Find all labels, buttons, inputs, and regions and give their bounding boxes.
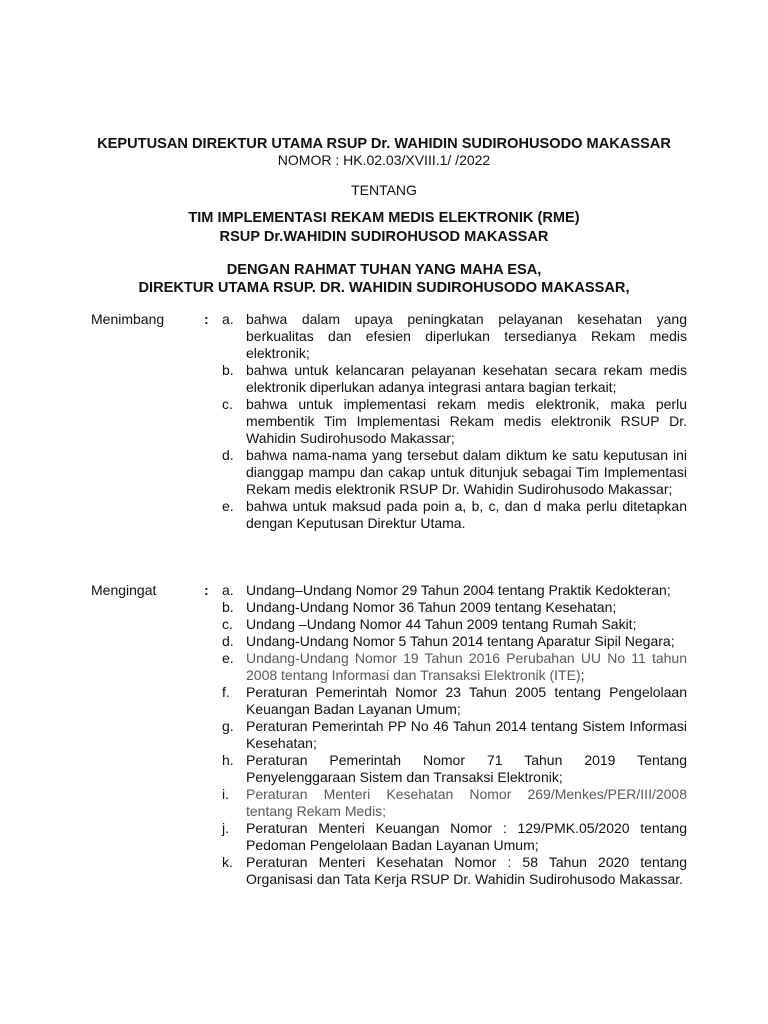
item-letter: f. xyxy=(222,684,230,700)
mengingat-item xyxy=(222,650,687,684)
item-letter: k. xyxy=(222,854,233,870)
item-letter: c. xyxy=(222,616,233,632)
mengingat-item xyxy=(222,718,687,752)
item-text: bahwa untuk maksud pada poin a, b, c, dan d maka perlu ditetapkan dengan Keputusan Direktur Utama. xyxy=(246,498,687,531)
menimbang-item xyxy=(222,396,687,447)
mengingat-item xyxy=(222,854,687,888)
item-text: Peraturan Pemerintah Nomor 71 Tahun 2019 Tentang Penyelenggaraan Sistem dan Transaksi Elektronik; xyxy=(246,752,687,785)
item-letter: i. xyxy=(222,786,229,802)
mengingat-item xyxy=(222,616,687,633)
menimbang-item xyxy=(222,498,687,532)
subject-line-1: TIM IMPLEMENTASI REKAM MEDIS ELEKTRONIK (RME) xyxy=(188,210,580,226)
decree-title: KEPUTUSAN DIREKTUR UTAMA RSUP Dr. WAHIDIN SUDIROHUSODO MAKASSAR xyxy=(97,136,671,152)
item-letter: e. xyxy=(222,650,234,666)
item-letter: b. xyxy=(222,599,234,615)
menimbang-item xyxy=(222,362,687,396)
item-letter: a. xyxy=(222,311,234,327)
mengingat-item xyxy=(222,633,687,650)
item-suffix: ; xyxy=(580,667,585,683)
item-text: bahwa nama-nama yang tersebut dalam diktum ke satu keputusan ini dianggap mampu dan cakap untuk ditunjuk sebagai Tim Implementasi Rekam medis elektronik RSUP Dr. Wahidin Sudirohusodo Makassar; xyxy=(246,447,687,497)
item-letter: b. xyxy=(222,362,234,378)
item-text: Undang-Undang Nomor 19 Tahun 2016 Perubahan UU No 11 tahun 2008 tentang Informasi dan Transaksi Elektronik (ITE) xyxy=(246,650,687,683)
item-text: Peraturan Pemerintah PP No 46 Tahun 2014 tentang Sistem Informasi Kesehatan; xyxy=(246,718,687,751)
item-text: Peraturan Pemerintah Nomor 23 Tahun 2005 tentang Pengelolaan Keuangan Badan Layanan Umum; xyxy=(246,684,687,717)
menimbang-list xyxy=(222,311,687,532)
menimbang-item xyxy=(222,311,687,362)
tentang-heading: TENTANG xyxy=(351,182,417,198)
menimbang-colon: : xyxy=(204,311,209,327)
item-text: bahwa untuk kelancaran pelayanan kesehatan secara rekam medis elektronik diperlukan adanya integrasi antara bagian terkait; xyxy=(246,362,687,395)
blessing-line-1: DENGAN RAHMAT TUHAN YANG MAHA ESA, xyxy=(226,262,542,278)
item-letter: e. xyxy=(222,498,234,514)
item-letter: d. xyxy=(222,633,234,649)
mengingat-item xyxy=(222,820,687,854)
subject-line-2: RSUP Dr.WAHIDIN SUDIROHUSOD MAKASSAR xyxy=(219,229,549,245)
item-text: Peraturan Menteri Kesehatan Nomor : 58 Tahun 2020 tentang Organisasi dan Tata Kerja RSUP Dr. Wahidin Sudirohusodo Makassar. xyxy=(246,854,687,887)
mengingat-item xyxy=(222,599,687,616)
item-text-group xyxy=(246,650,687,684)
item-letter: h. xyxy=(222,752,234,768)
item-text: Undang-Undang Nomor 5 Tahun 2014 tentang Aparatur Sipil Negara; xyxy=(246,633,675,649)
mengingat-label: Mengingat xyxy=(91,582,157,598)
mengingat-item xyxy=(222,684,687,718)
item-letter: j. xyxy=(222,820,229,836)
mengingat-item xyxy=(222,582,687,599)
decree-number: NOMOR : HK.02.03/XVIII.1/ /2022 xyxy=(277,152,491,168)
item-text: Undang–Undang Nomor 29 Tahun 2004 tentang Praktik Kedokteran; xyxy=(246,582,671,598)
mengingat-item xyxy=(222,752,687,786)
blessing-line-2: DIREKTUR UTAMA RSUP. DR. WAHIDIN SUDIROHUSODO MAKASSAR, xyxy=(138,280,630,296)
item-letter: d. xyxy=(222,447,234,463)
item-text: Peraturan Menteri Keuangan Nomor : 129/PMK.05/2020 tentang Pedoman Pengelolaan Badan Layanan Umum; xyxy=(246,820,687,853)
mengingat-item xyxy=(222,786,687,820)
mengingat-list xyxy=(222,582,687,888)
item-text: Peraturan Menteri Kesehatan Nomor 269/Menkes/PER/III/2008 tentang Rekam Medis; xyxy=(246,786,687,819)
item-letter: a. xyxy=(222,582,234,598)
item-letter: g. xyxy=(222,718,234,734)
item-text: bahwa untuk implementasi rekam medis elektronik, maka perlu membentik Tim Implementasi Rekam medis elektronik RSUP Dr. Wahidin Sudirohusodo Makassar; xyxy=(246,396,687,446)
item-letter: c. xyxy=(222,396,233,412)
item-text: bahwa dalam upaya peningkatan pelayanan kesehatan yang berkualitas dan efesien diperlukan tersedianya Rekam medis elektronik; xyxy=(246,311,687,361)
item-text: Undang-Undang Nomor 36 Tahun 2009 tentang Kesehatan; xyxy=(246,599,617,615)
menimbang-label: Menimbang xyxy=(91,311,165,327)
item-text: Undang –Undang Nomor 44 Tahun 2009 tentang Rumah Sakit; xyxy=(246,616,637,632)
menimbang-item xyxy=(222,447,687,498)
mengingat-colon: : xyxy=(204,582,209,598)
